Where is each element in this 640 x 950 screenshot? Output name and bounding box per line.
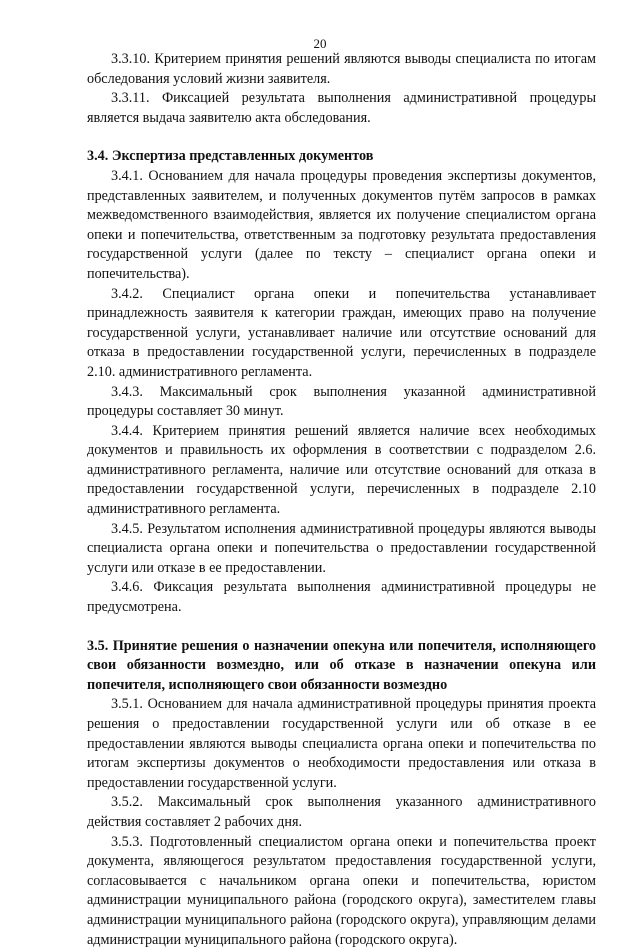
paragraph-3-5-3: 3.5.3. Подготовленный специалистом органа опеки и попечительства проект документа, являющегося результатом предоставления государственной услуги, согласовывается с начальником органа опеки и попечительства, юристом администрации муниципального района (городского округа), заместителем главы администрации муниципального района (городского округа), управляющим делами администрации муниципального района (городского округа). [87, 833, 596, 948]
paragraph-3-4-5: 3.4.5. Результатом исполнения административной процедуры являются выводы специалиста органа опеки и попечительства о предоставлении государственной услуги или отказе в ее предоставлении. [87, 520, 596, 576]
paragraph-3-3-11: 3.3.11. Фиксацией результата выполнения административной процедуры является выдача заявителю акта обследования. [87, 90, 596, 126]
section-heading-3-5: 3.5. Принятие решения о назначении опекуна или попечителя, исполняющего свои обязанности возмездно, или об отказе в назначении опекуна или попечителя, исполняющего свои обязанности возмездно [87, 637, 596, 693]
paragraph-3-4-6: 3.4.6. Фиксация результата выполнения административной процедуры не предусмотрена. [87, 579, 596, 616]
paragraph-3-3-10: 3.3.10. Критерием принятия решений являются выводы специалиста по итогам обследования условий жизни заявителя. [87, 51, 596, 87]
paragraph-3-4-4: 3.4.4. Критерием принятия решений является наличие всех необходимых документов и правильность их оформления в соответствии с подразделом 2.6. административного регламента, наличие или отсутствие оснований для отказа в предоставлении государственной услуги, перечисленных в подразделе 2.10 административного регламента. [87, 422, 596, 518]
paragraph-3-4-2: 3.4.2. Специалист органа опеки и попечительства устанавливает принадлежность заявителя к категории граждан, имеющих право на получение государственной услуги, устанавливает наличие или отсутствие оснований для отказа в предоставлении государственной услуги, перечисленных в подразделе 2.10. административного регламента. [87, 285, 596, 380]
section-heading-3-4: 3.4. Экспертиза представленных документов [87, 148, 374, 165]
document-body [87, 50, 596, 950]
paragraph-3-4-1: 3.4.1. Основанием для начала процедуры проведения экспертизы документов, представленных заявителем, и полученных документов путём запросов в рамках межведомственного взаимодействия, является их получение специалистом органа опеки и попечительства, ответственным за подготовку результата предоставления государственной услуги (далее по тексту – специалист органа опеки и попечительства). [87, 167, 596, 282]
page-number: 20 [313, 36, 327, 51]
paragraph-3-5-2: 3.5.2. Максимальный срок выполнения указанного административного действия составляет 2 рабочих дня. [87, 794, 596, 830]
paragraph-3-4-3: 3.4.3. Максимальный срок выполнения указанной административной процедуры составляет 30 минут. [87, 383, 596, 420]
paragraph-3-5-1: 3.5.1. Основанием для начала административной процедуры принятия проекта решения о предоставлении государственной услуги или об отказе в ее предоставлении являются выводы специалиста органа опеки и попечительства по итогам экспертизы документов о необходимости предоставления или отказа в предоставлении государственной услуги. [87, 696, 596, 791]
